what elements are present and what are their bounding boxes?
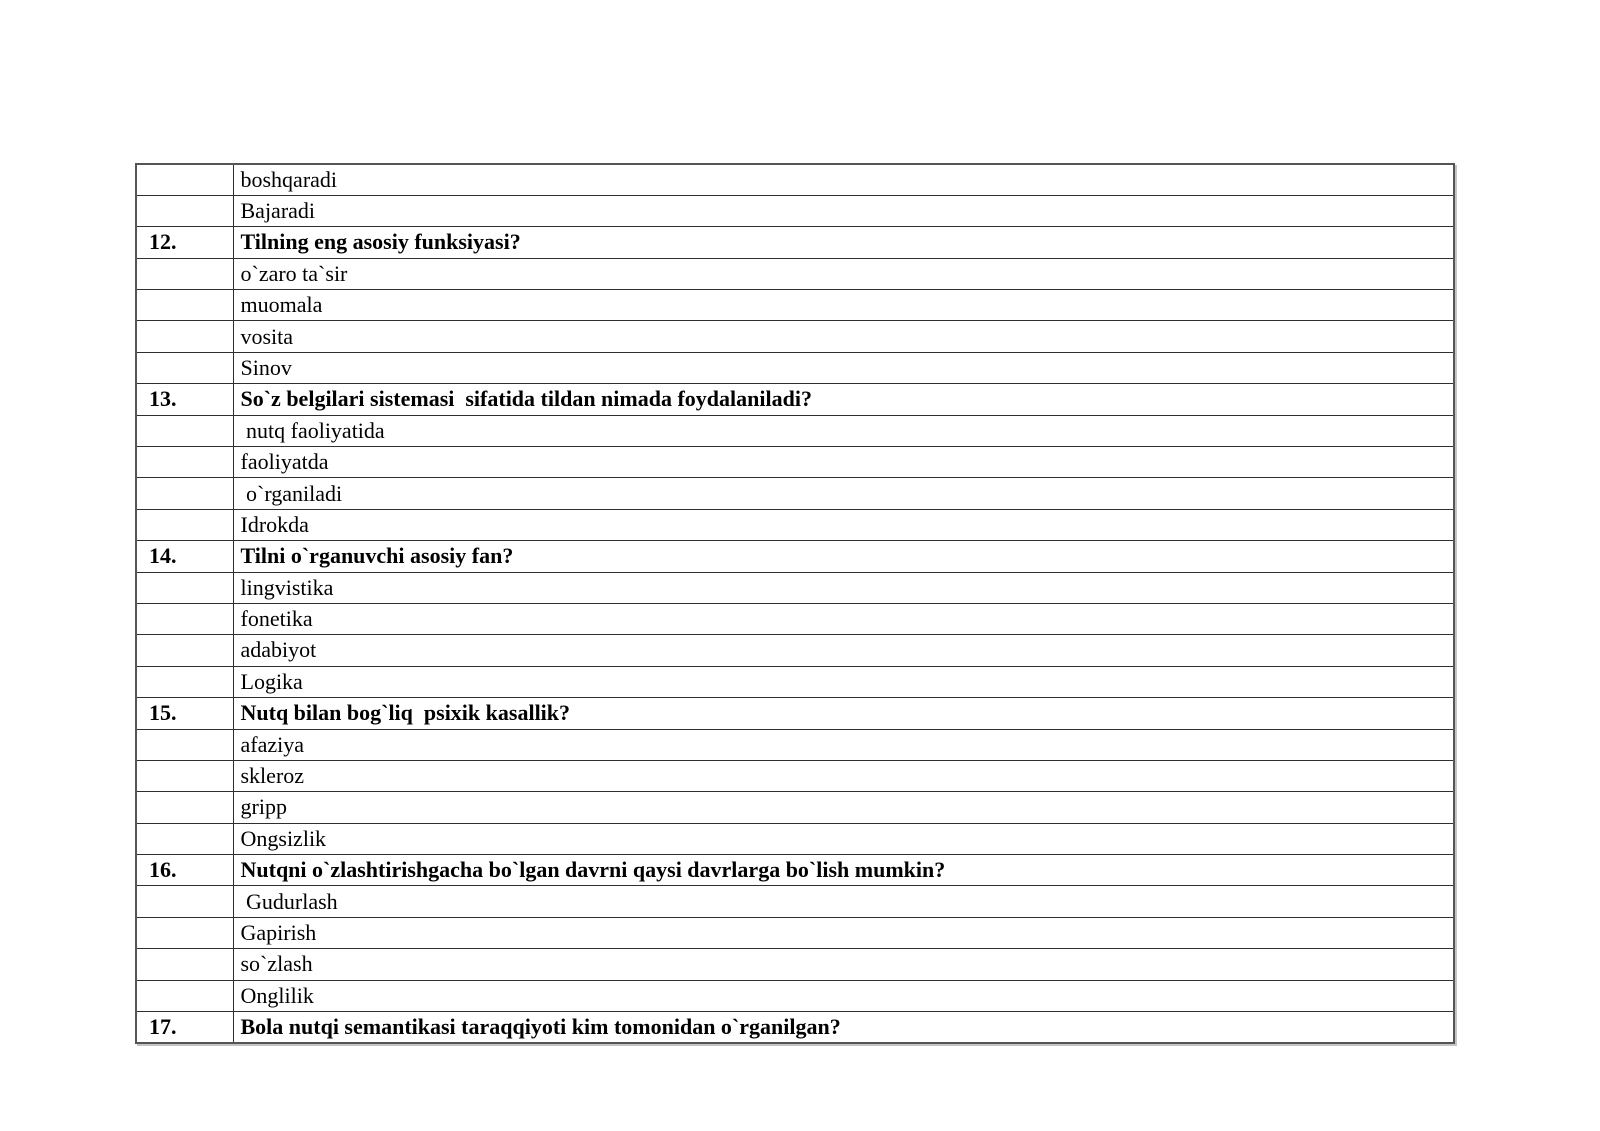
question-number-cell xyxy=(136,572,233,603)
question-number-cell: 12. xyxy=(136,227,233,258)
row-content-cell: Sinov xyxy=(233,352,1454,383)
question-number-cell xyxy=(136,823,233,854)
row-content-cell: o`rganiladi xyxy=(233,478,1454,509)
question-number-cell xyxy=(136,290,233,321)
table-row xyxy=(136,698,1454,729)
question-number-cell xyxy=(136,886,233,917)
table-row xyxy=(136,258,1454,289)
row-content-cell: fonetika xyxy=(233,603,1454,634)
row-content-cell: Nutqni o`zlashtirishgacha bo`lgan davrni qaysi davrlarga bo`lish mumkin? xyxy=(233,855,1454,886)
question-number-cell xyxy=(136,760,233,791)
question-number-cell xyxy=(136,415,233,446)
table-row xyxy=(136,321,1454,352)
question-number-cell xyxy=(136,478,233,509)
row-content-cell: o`zaro ta`sir xyxy=(233,258,1454,289)
row-content-cell: boshqaradi xyxy=(233,164,1454,195)
question-number-cell xyxy=(136,321,233,352)
quiz-table-body xyxy=(136,164,1454,1043)
table-row xyxy=(136,823,1454,854)
table-row xyxy=(136,729,1454,760)
table-row xyxy=(136,855,1454,886)
question-number-cell xyxy=(136,603,233,634)
row-content-cell: Ongsizlik xyxy=(233,823,1454,854)
question-number-cell xyxy=(136,447,233,478)
row-content-cell: adabiyot xyxy=(233,635,1454,666)
table-row xyxy=(136,980,1454,1011)
row-content-cell: Bola nutqi semantikasi taraqqiyoti kim tomonidan o`rganilgan? xyxy=(233,1012,1454,1043)
question-number-cell: 15. xyxy=(136,698,233,729)
question-number-cell: 14. xyxy=(136,541,233,572)
question-number-cell: 13. xyxy=(136,384,233,415)
row-content-cell: Onglilik xyxy=(233,980,1454,1011)
table-row xyxy=(136,949,1454,980)
row-content-cell: Logika xyxy=(233,666,1454,697)
row-content-cell: afaziya xyxy=(233,729,1454,760)
row-content-cell: Gudurlash xyxy=(233,886,1454,917)
table-row xyxy=(136,541,1454,572)
table-row xyxy=(136,352,1454,383)
question-number-cell xyxy=(136,917,233,948)
row-content-cell: Idrokda xyxy=(233,509,1454,540)
row-content-cell: so`zlash xyxy=(233,949,1454,980)
table-row xyxy=(136,447,1454,478)
question-number-cell xyxy=(136,635,233,666)
table-row xyxy=(136,603,1454,634)
table-row xyxy=(136,792,1454,823)
question-number-cell xyxy=(136,949,233,980)
row-content-cell: vosita xyxy=(233,321,1454,352)
table-row xyxy=(136,635,1454,666)
question-number-cell xyxy=(136,195,233,226)
row-content-cell: muomala xyxy=(233,290,1454,321)
table-row xyxy=(136,384,1454,415)
table-row xyxy=(136,415,1454,446)
question-number-cell: 16. xyxy=(136,855,233,886)
row-content-cell: Nutq bilan bog`liq psixik kasallik? xyxy=(233,698,1454,729)
table-row xyxy=(136,886,1454,917)
table-row xyxy=(136,509,1454,540)
row-content-cell: gripp xyxy=(233,792,1454,823)
table-row xyxy=(136,227,1454,258)
question-number-cell xyxy=(136,666,233,697)
row-content-cell: Tilni o`rganuvchi asosiy fan? xyxy=(233,541,1454,572)
row-content-cell: skleroz xyxy=(233,760,1454,791)
table-row xyxy=(136,917,1454,948)
table-row xyxy=(136,164,1454,195)
question-number-cell xyxy=(136,792,233,823)
question-number-cell xyxy=(136,509,233,540)
question-number-cell xyxy=(136,352,233,383)
question-number-cell xyxy=(136,258,233,289)
row-content-cell: Gapirish xyxy=(233,917,1454,948)
row-content-cell: lingvistika xyxy=(233,572,1454,603)
row-content-cell: Tilning eng asosiy funksiyasi? xyxy=(233,227,1454,258)
table-row xyxy=(136,1012,1454,1043)
row-content-cell: nutq faoliyatida xyxy=(233,415,1454,446)
quiz-table-container xyxy=(135,163,1455,1044)
table-row xyxy=(136,290,1454,321)
quiz-table xyxy=(135,163,1455,1044)
row-content-cell: Bajaradi xyxy=(233,195,1454,226)
table-row xyxy=(136,760,1454,791)
row-content-cell: So`z belgilari sistemasi sifatida tildan nimada foydalaniladi? xyxy=(233,384,1454,415)
question-number-cell xyxy=(136,980,233,1011)
table-row xyxy=(136,478,1454,509)
table-row xyxy=(136,195,1454,226)
table-row xyxy=(136,572,1454,603)
row-content-cell: faoliyatda xyxy=(233,447,1454,478)
question-number-cell: 17. xyxy=(136,1012,233,1043)
table-row xyxy=(136,666,1454,697)
question-number-cell xyxy=(136,164,233,195)
question-number-cell xyxy=(136,729,233,760)
